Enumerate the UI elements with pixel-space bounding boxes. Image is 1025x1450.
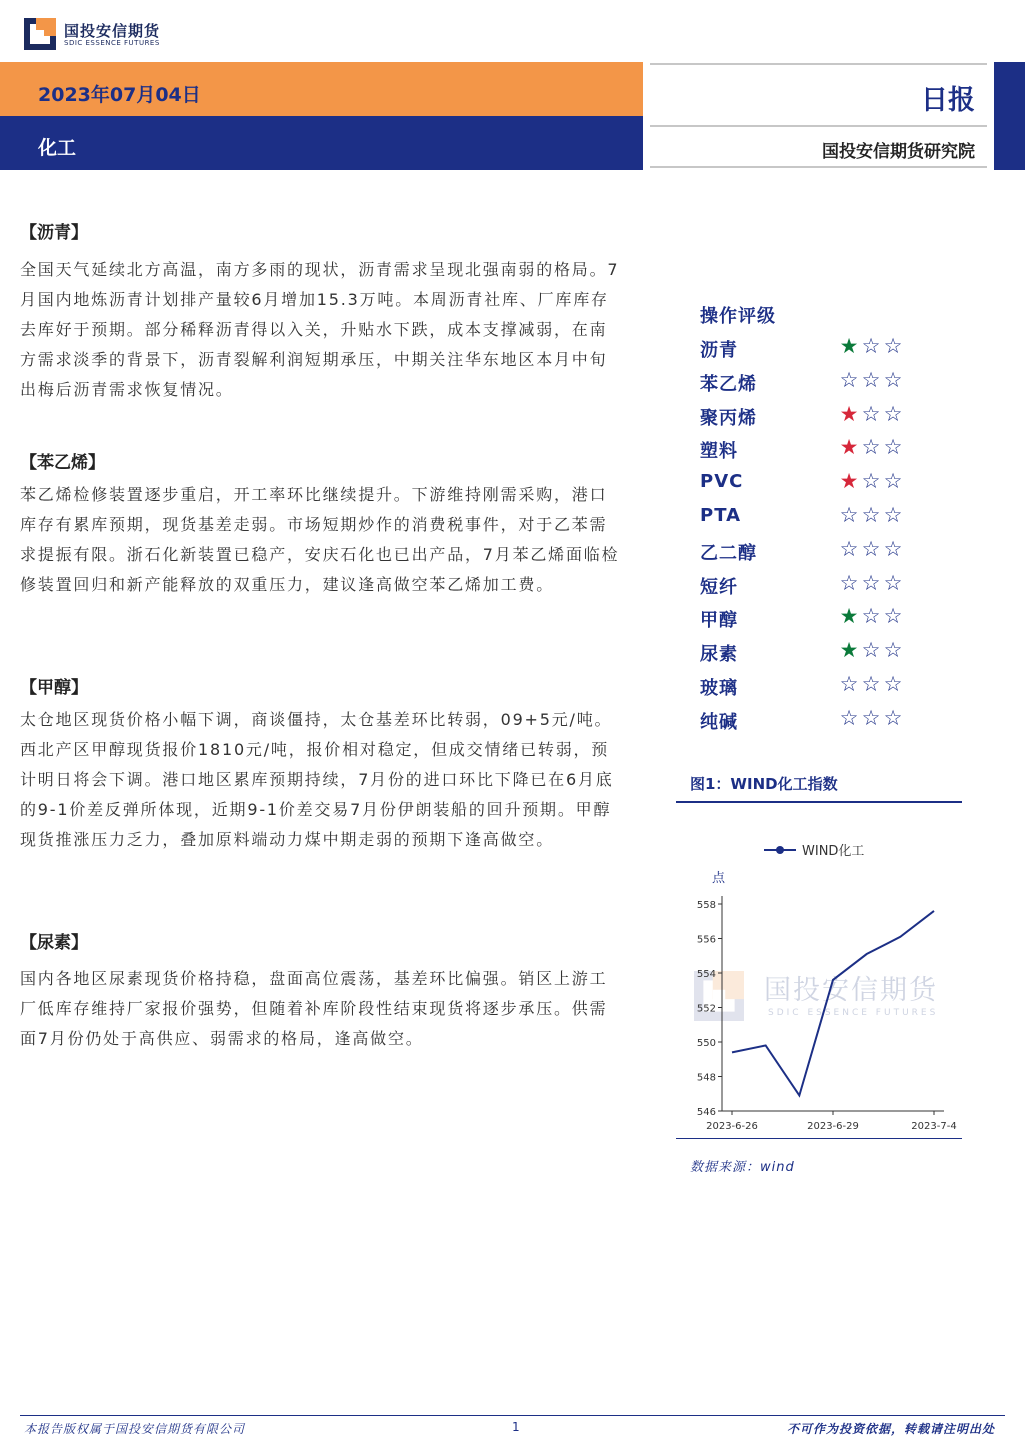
- y-tick-label: 550: [696, 1038, 716, 1049]
- star-outline-icon: ☆: [839, 672, 859, 696]
- star-outline-icon: ☆: [883, 536, 903, 561]
- rating-row: [700, 571, 940, 601]
- report-type: 日报: [921, 85, 975, 116]
- star-outline-icon: ☆: [861, 672, 881, 696]
- figure-title: 图1：WIND化工指数: [690, 775, 838, 793]
- star-outline-icon: ☆: [839, 503, 859, 527]
- logo-icon: [24, 18, 56, 50]
- star-outline-icon: ☆: [861, 570, 881, 595]
- rating-stars: [838, 571, 904, 595]
- star-outline-icon: ☆: [839, 570, 859, 595]
- rating-name: PTA: [700, 505, 742, 526]
- rating-stars: [838, 368, 904, 392]
- y-tick-label: 554: [696, 969, 716, 980]
- star-filled-icon: ★: [839, 604, 859, 629]
- star-outline-icon: ☆: [861, 469, 881, 494]
- star-outline-icon: ☆: [883, 435, 903, 460]
- rating-stars: [838, 638, 904, 662]
- footer-copyright: 本报告版权属于国投安信期货有限公司: [24, 1422, 246, 1436]
- star-outline-icon: ☆: [861, 604, 881, 629]
- rating-stars: [838, 435, 904, 459]
- star-outline-icon: ☆: [883, 638, 903, 663]
- star-outline-icon: ☆: [883, 570, 903, 595]
- header-divider: [650, 63, 987, 65]
- star-outline-icon: ☆: [839, 367, 859, 392]
- star-outline-icon: ☆: [861, 401, 881, 426]
- star-filled-icon: ★: [839, 401, 859, 426]
- header-edge-band: [994, 62, 1025, 170]
- rating-stars: [838, 706, 904, 730]
- y-tick-label: 546: [696, 1107, 716, 1118]
- rating-name: 乙二醇: [700, 542, 757, 564]
- brand-name-en: SDIC ESSENCE FUTURES: [64, 39, 160, 47]
- rating-name: 塑料: [700, 441, 738, 463]
- rating-stars: [838, 604, 904, 628]
- figure-bottom-rule: [676, 1138, 962, 1139]
- header-divider: [650, 166, 987, 168]
- rating-stars: [838, 672, 904, 696]
- ratings-title: 操作评级: [700, 306, 776, 327]
- figure-top-rule: [676, 801, 962, 803]
- y-tick-label: 558: [696, 900, 716, 911]
- rating-row: [700, 368, 940, 398]
- rating-row: [700, 503, 940, 533]
- y-tick-label: 548: [696, 1072, 716, 1084]
- rating-stars: [838, 469, 904, 493]
- star-outline-icon: ☆: [883, 401, 903, 426]
- x-tick-label: 2023-7-4: [911, 1121, 957, 1132]
- star-outline-icon: ☆: [861, 705, 881, 730]
- star-outline-icon: ☆: [883, 672, 903, 696]
- rating-row: [700, 672, 940, 702]
- star-outline-icon: ☆: [861, 435, 881, 460]
- star-outline-icon: ☆: [861, 638, 881, 663]
- rating-stars: [838, 402, 904, 426]
- star-outline-icon: ☆: [839, 536, 859, 561]
- footer-disclaimer: 不可作为投资依据，转载请注明出处: [786, 1422, 995, 1436]
- section-body-asphalt: 全国天气延续北方高温，南方多雨的现状，沥青需求呈现北强南弱的格局。7月国内地炼沥青计划排产量较6月增加15.3万吨。本周沥青社库、厂库库存去库好于预期。部分稀释沥青得以入关，升贴水下跌，成本支撑减弱，在南方需求淡季的背景下，沥青裂解利润短期承压，中期关注华东地区本月中旬出梅后沥青需求恢复情况。: [20, 260, 620, 399]
- rating-row: [700, 435, 940, 465]
- watermark-text: 国投安信期货: [764, 975, 938, 1006]
- rating-name: 玻璃: [700, 678, 738, 699]
- rating-stars: [838, 334, 904, 358]
- star-outline-icon: ☆: [883, 604, 903, 629]
- header-sector-band: [0, 116, 643, 170]
- header-divider: [650, 125, 987, 127]
- section-body-methanol: 太仓地区现货价格小幅下调，商谈僵持，太仓基差环比转弱，09+5元/吨。西北产区甲醇现货报价1810元/吨，报价相对稳定，但成交情绪已转弱，预计明日将会下调。港口地区累库预期持续，7月份的进口环比下降已在6月底的9-1价差反弹所体现，近期9-1价差交易7月份伊朗装船的回升预期。甲醇现货推涨压力乏力，叠加原料端动力煤中期走弱的预期下逢高做空。: [20, 710, 614, 849]
- rating-row: [700, 706, 940, 736]
- rating-name: 短纤: [700, 576, 738, 598]
- star-outline-icon: ☆: [861, 334, 881, 358]
- rating-name: 聚丙烯: [700, 407, 757, 429]
- section-title-asphalt: 【沥青】: [20, 223, 88, 243]
- rating-row: [700, 604, 940, 634]
- section-title-methanol: 【甲醇】: [20, 678, 88, 698]
- section-body-urea: 国内各地区尿素现货价格持稳，盘面高位震荡，基差环比偏强。销区上游工厂低库存维持厂家报价强势，但随着补库阶段性结束现货将逐步承压。供需面7月份仍处于高供应、弱需求的格局，逢高做空。: [20, 969, 608, 1048]
- rating-row: [700, 638, 940, 668]
- star-outline-icon: ☆: [861, 503, 881, 527]
- star-filled-icon: ★: [839, 469, 859, 494]
- figure-source: 数据来源：wind: [690, 1160, 795, 1175]
- star-outline-icon: ☆: [883, 469, 903, 494]
- report-sector: 化工: [38, 137, 77, 159]
- report-date: 2023年07月04日: [38, 84, 201, 106]
- rating-name: 甲醇: [700, 610, 738, 632]
- rating-name: PVC: [700, 471, 744, 493]
- rating-row: [700, 537, 940, 567]
- y-tick-label: 556: [696, 934, 716, 946]
- section-title-urea: 【尿素】: [20, 933, 88, 953]
- watermark-text-en: SDIC ESSENCE FUTURES: [768, 1008, 939, 1018]
- legend-label: WIND化工: [802, 844, 865, 859]
- star-outline-icon: ☆: [883, 367, 903, 392]
- rating-row: [700, 402, 940, 432]
- rating-row: [700, 334, 940, 364]
- rating-name: 沥青: [700, 340, 738, 361]
- rating-row: [700, 469, 940, 499]
- x-tick-label: 2023-6-29: [807, 1121, 859, 1132]
- rating-name: 尿素: [700, 644, 738, 666]
- star-outline-icon: ☆: [883, 705, 903, 730]
- star-outline-icon: ☆: [861, 367, 881, 392]
- star-filled-icon: ★: [839, 638, 859, 663]
- star-outline-icon: ☆: [883, 503, 903, 527]
- star-outline-icon: ☆: [883, 334, 903, 358]
- y-axis-label: 点: [712, 871, 726, 886]
- star-outline-icon: ☆: [861, 536, 881, 561]
- y-tick-label: 552: [696, 1003, 716, 1015]
- rating-stars: [838, 537, 904, 561]
- star-filled-icon: ★: [839, 435, 859, 460]
- legend-marker: [776, 846, 784, 854]
- brand-name-cn: 国投安信期货: [64, 22, 161, 40]
- section-body-styrene: 苯乙烯检修装置逐步重启，开工率环比继续提升。下游维持刚需采购，港口库存有累库预期，现货基差走弱。市场短期炒作的消费税事件，对于乙苯需求提振有限。浙石化新装置已稳产，安庆石化也已出产品，7月苯乙烯面临检修装置回归和新产能释放的双重压力，建议逢高做空苯乙烯加工费。: [20, 485, 620, 594]
- x-tick-label: 2023-6-26: [706, 1121, 758, 1132]
- footer-rule: [20, 1415, 1005, 1416]
- rating-name: 苯乙烯: [700, 373, 757, 395]
- star-filled-icon: ★: [839, 334, 859, 358]
- section-title-styrene: 【苯乙烯】: [20, 453, 105, 473]
- wind-chemical-index-chart: [676, 820, 966, 1140]
- rating-name: 纯碱: [700, 711, 738, 733]
- page-number: 1: [512, 1420, 520, 1434]
- rating-stars: [838, 503, 904, 527]
- series-line-wind-chemical: [732, 911, 934, 1096]
- institute-name: 国投安信期货研究院: [822, 142, 975, 162]
- star-outline-icon: ☆: [839, 705, 859, 730]
